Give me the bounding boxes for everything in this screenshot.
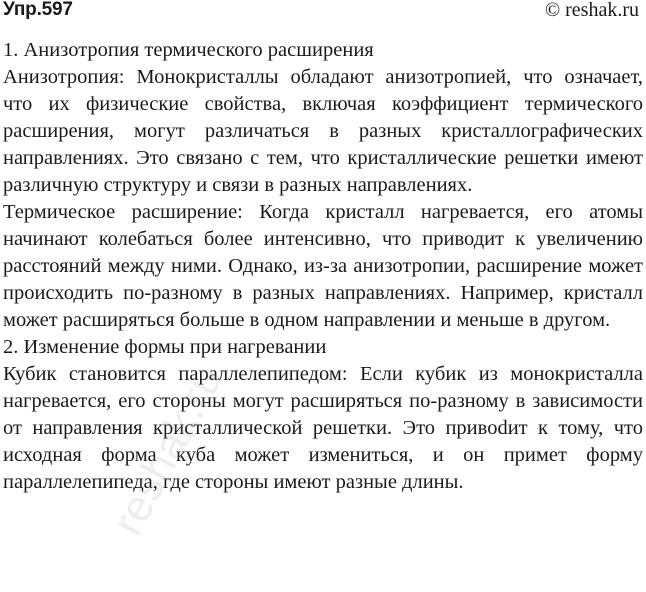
paragraph: Кубик становится параллелепипедом: Если кубик из монокристалла нагревается, его стороны могут расширяться по-разному в зависимости от направления кристаллической решетки. Это привоdит к тому, что исходная форма куба может измениться, и он примет форму параллелепипеда, где стороны имеют разные длины. bbox=[3, 363, 643, 493]
section-heading: 2. Изменение формы при нагревании bbox=[3, 336, 327, 358]
paragraph: Термическое расширение: Когда кристалл нагревается, его атомы начинают колебаться более интенсивно, что приводит к увеличению расстояний между ними. Однако, из-за анизотропии, расширение может происходить по-разному в разных направлениях. Например, кристалл может расширяться больше в одном направлении и меньше в другом. bbox=[3, 201, 643, 331]
paragraph: Анизотропия: Монокристаллы обладают анизотропией, что означает, что их физические свойства, включая коэффициент термического расширения, могут различаться в разных кристаллографических направлениях. Это связано с тем, что кристаллические решетки имеют различную структуру и связи в разных направлениях. bbox=[3, 66, 643, 196]
page-header bbox=[3, 0, 643, 30]
exercise-number: Упр.597 bbox=[3, 0, 73, 20]
copyright-notice: © reshak.ru bbox=[544, 0, 639, 21]
watermark: reshak.ru bbox=[103, 358, 233, 544]
section-shape-change bbox=[3, 334, 643, 496]
section-anisotropy bbox=[3, 37, 643, 334]
section-heading: 1. Анизотропия термического расширения bbox=[3, 39, 374, 61]
document-page bbox=[3, 0, 643, 592]
